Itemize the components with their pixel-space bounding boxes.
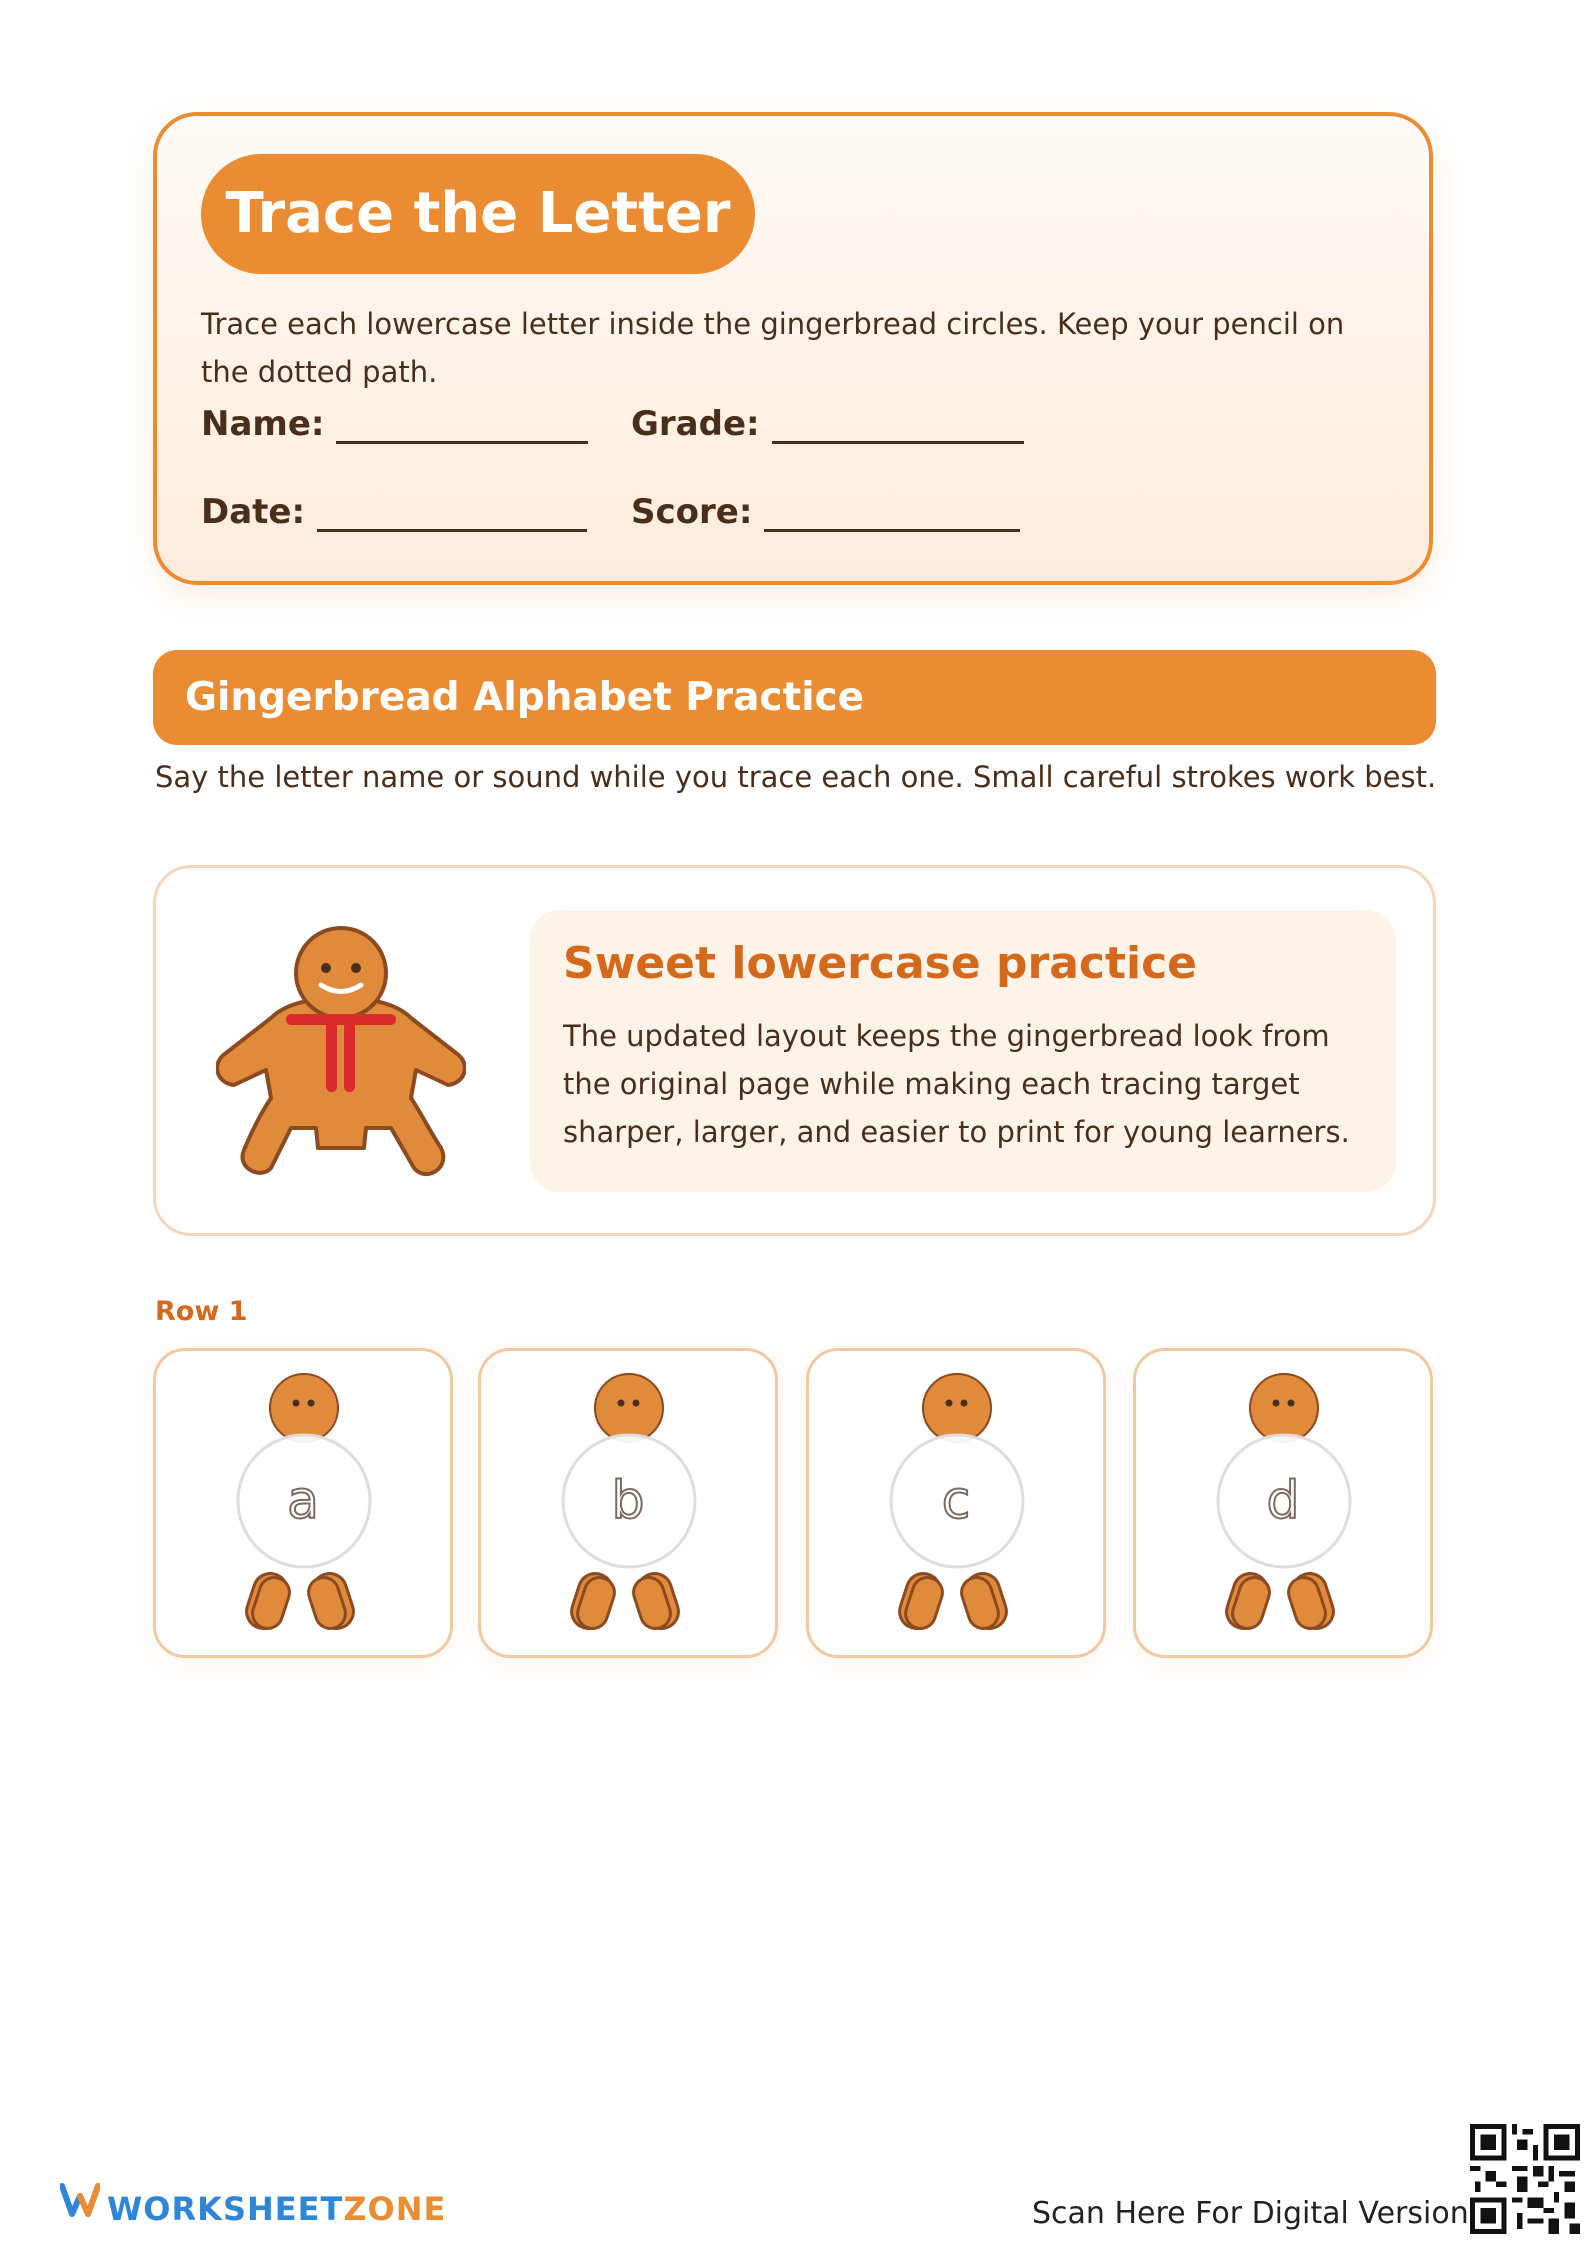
score-field[interactable] bbox=[631, 492, 1020, 532]
brand-worksheet: WORKSHEET bbox=[107, 2190, 344, 2228]
date-field[interactable] bbox=[201, 492, 587, 532]
worksheetzone-logo-icon bbox=[60, 2180, 100, 2220]
qr-code-icon[interactable] bbox=[1470, 2124, 1580, 2234]
page-title: Trace the Letter bbox=[201, 154, 755, 274]
name-field[interactable] bbox=[201, 404, 588, 444]
scan-text: Scan Here For Digital Version bbox=[1032, 2196, 1469, 2231]
trace-letter: c bbox=[941, 1471, 971, 1531]
date-line[interactable] bbox=[317, 499, 587, 532]
gingerbread-man-icon bbox=[216, 918, 466, 1188]
section-title: Gingerbread Alphabet Practice bbox=[153, 650, 1436, 745]
letter-tile-d[interactable] bbox=[1133, 1348, 1433, 1658]
grade-label: Grade: bbox=[631, 404, 760, 444]
footer-brand bbox=[107, 2190, 446, 2228]
letter-tile-b[interactable] bbox=[478, 1348, 778, 1658]
trace-letter: d bbox=[1266, 1471, 1300, 1531]
name-line[interactable] bbox=[336, 411, 588, 444]
name-label: Name: bbox=[201, 404, 325, 444]
trace-letter: a bbox=[287, 1471, 319, 1531]
row-label: Row 1 bbox=[155, 1296, 248, 1327]
score-line[interactable] bbox=[764, 499, 1020, 532]
brand-zone: ZONE bbox=[343, 2190, 447, 2228]
section-subtitle: Say the letter name or sound while you trace each one. Small careful strokes work best. bbox=[155, 760, 1437, 794]
grade-line[interactable] bbox=[772, 411, 1024, 444]
intro-text: Trace each lowercase letter inside the gingerbread circles. Keep your pencil on the dotted path. bbox=[201, 307, 1345, 389]
feature-card bbox=[153, 865, 1436, 1236]
score-label: Score: bbox=[631, 492, 753, 532]
grade-field[interactable] bbox=[631, 404, 1024, 444]
feature-text: The updated layout keeps the gingerbread look from the original page while making each tracing target sharper, larger, and easier to print for young learners. bbox=[563, 1019, 1350, 1149]
feature-heading: Sweet lowercase practice bbox=[563, 938, 1198, 989]
feature-box bbox=[530, 910, 1396, 1192]
date-label: Date: bbox=[201, 492, 306, 532]
letter-tile-c[interactable] bbox=[806, 1348, 1106, 1658]
trace-letter: b bbox=[611, 1471, 645, 1531]
letter-tile-a[interactable] bbox=[153, 1348, 453, 1658]
header-card bbox=[153, 112, 1433, 585]
